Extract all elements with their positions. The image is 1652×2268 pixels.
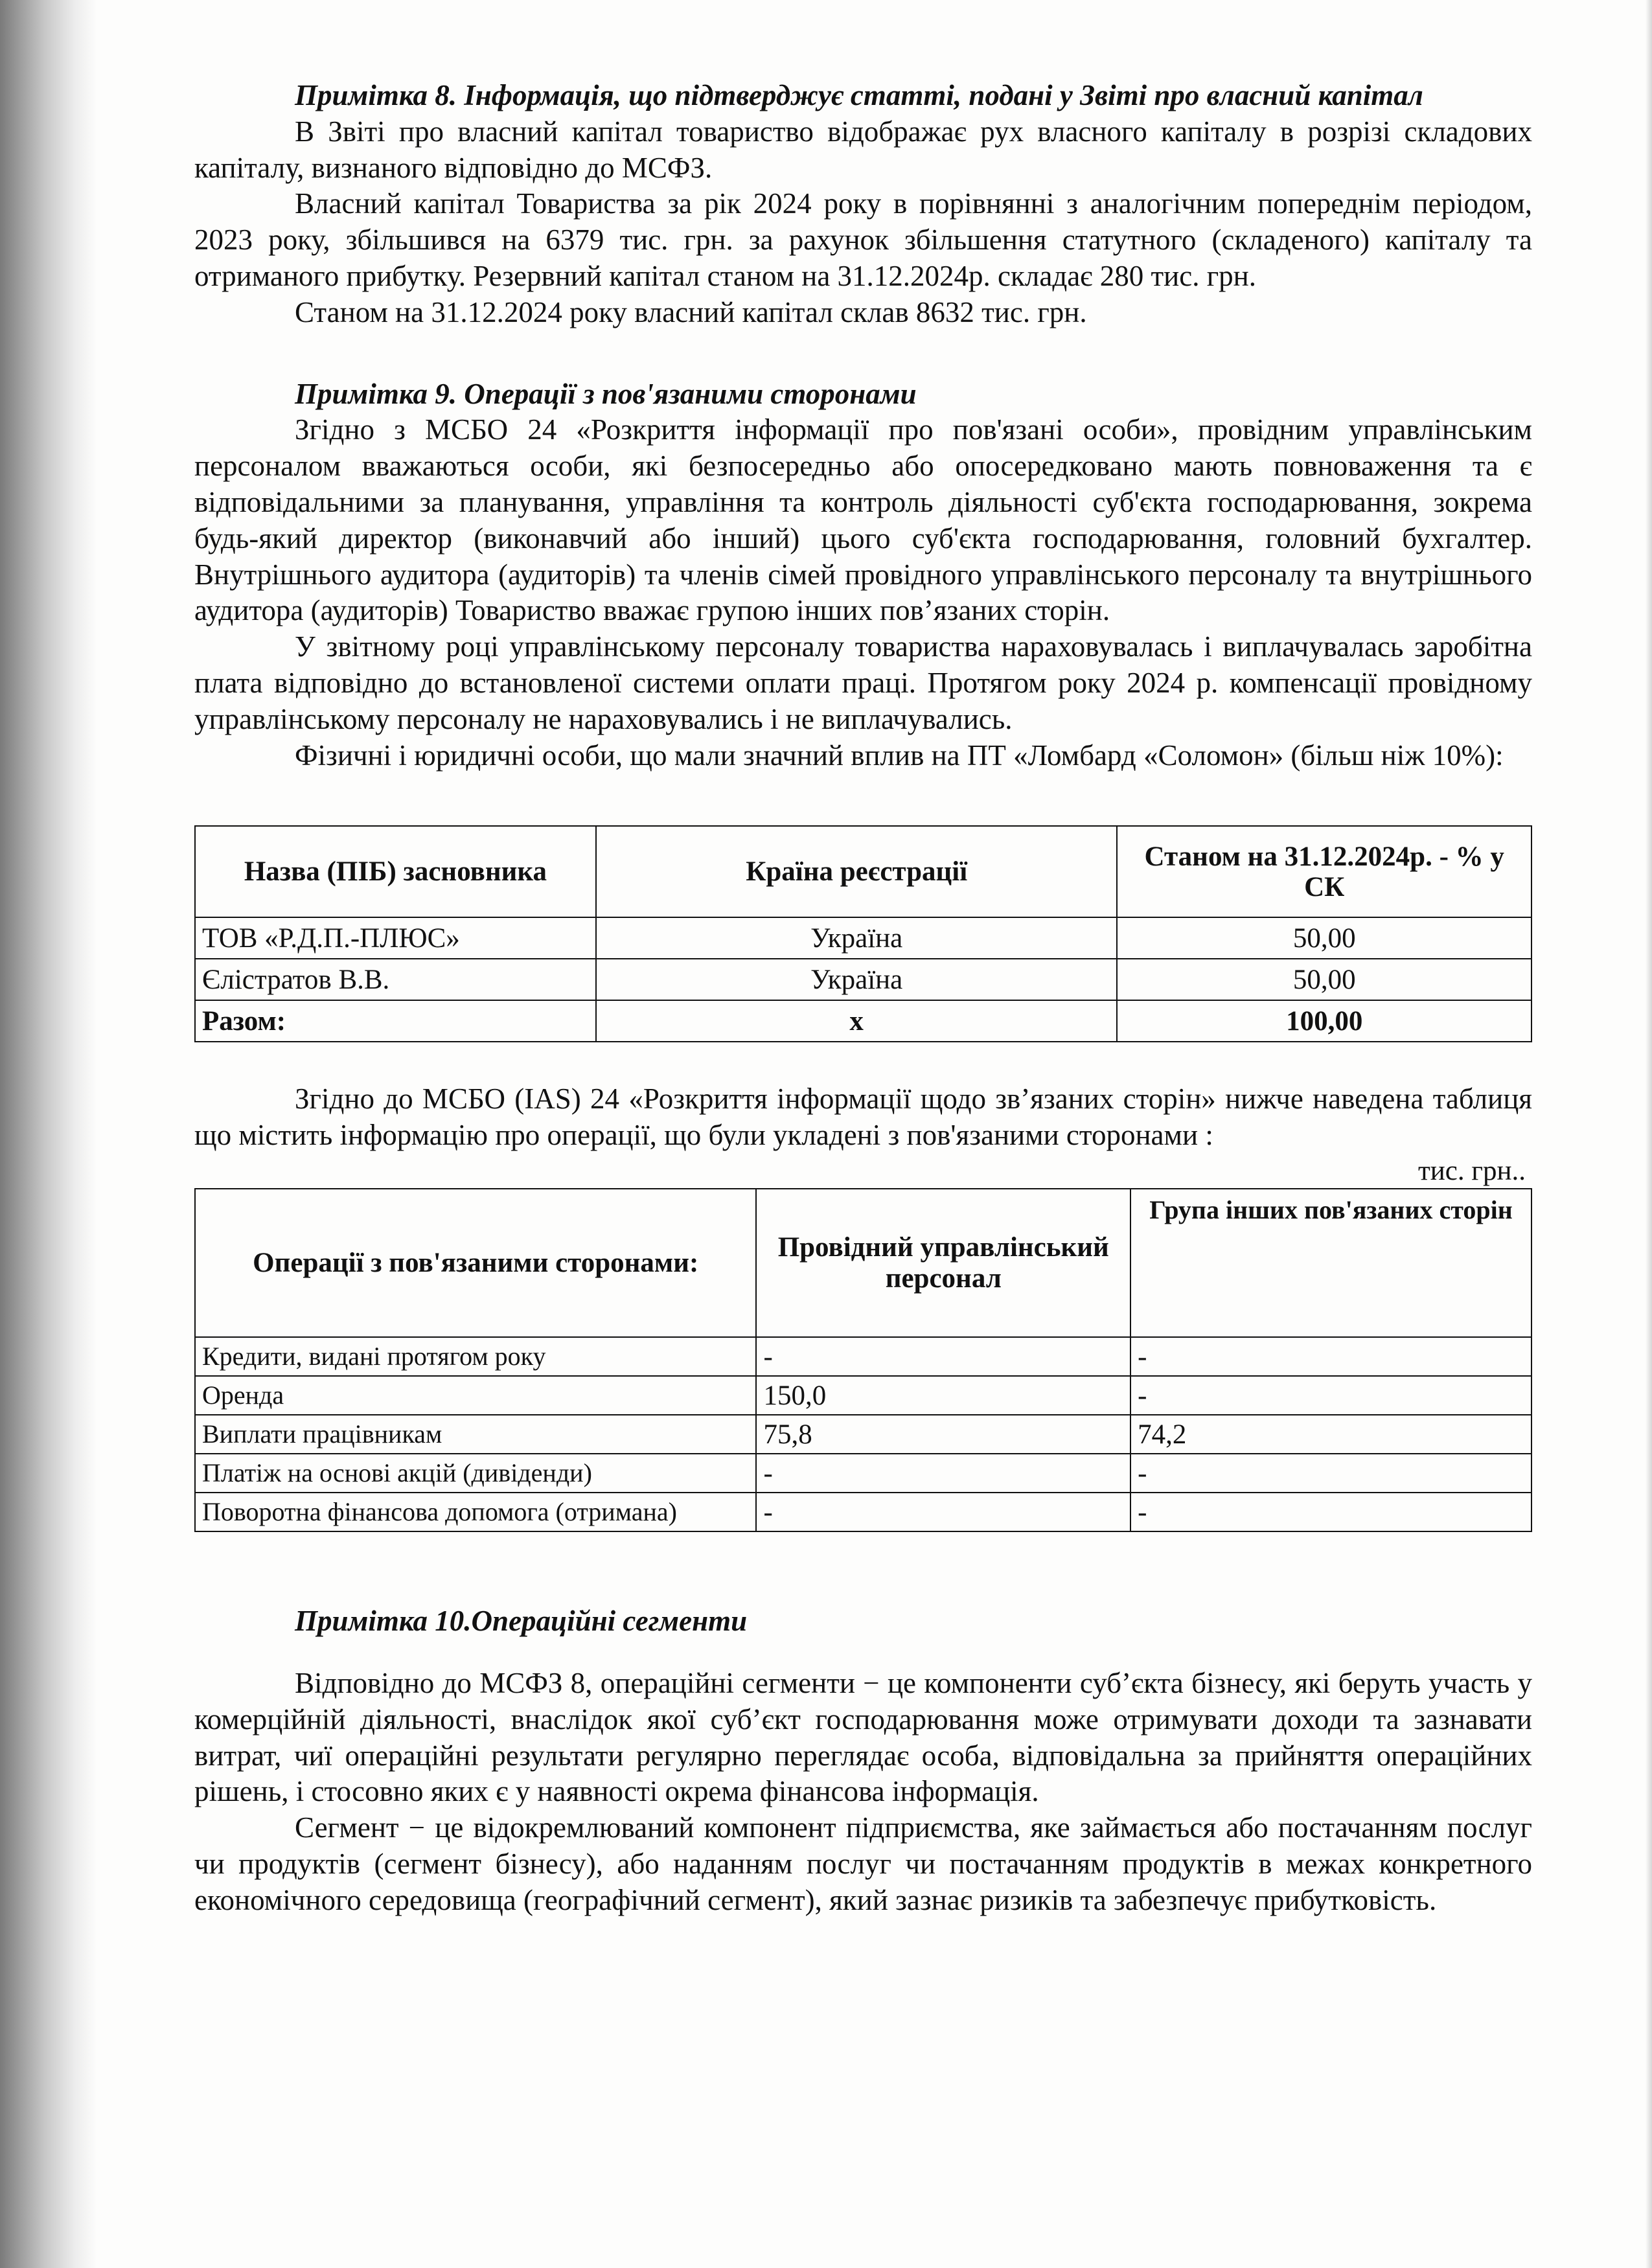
ops-other-parties-value: - <box>1130 1376 1532 1415</box>
document-page <box>194 78 1532 1919</box>
spacer <box>194 331 1532 376</box>
operations-table <box>194 1188 1532 1532</box>
ops-other-parties-value: - <box>1130 1493 1532 1531</box>
ops-header-other-parties: Група інших пов'язаних сторін <box>1130 1189 1532 1337</box>
ops-key-personnel-value: 75,8 <box>756 1415 1130 1454</box>
note10-heading <box>194 1603 1532 1640</box>
spacer <box>194 1640 1532 1666</box>
owner-name: Єлістратов В.В. <box>195 959 596 1000</box>
operations-table-header-row <box>195 1189 1532 1337</box>
ops-label: Оренда <box>195 1376 756 1415</box>
note8-paragraph-2: Власний капітал Товариства за рік 2024 року в порівнянні з аналогічним попереднім періодом, 2023 року, збільшився на 6379 тис. грн. за рахунок збільшення статутного (складеного) капіталу та отриманого прибутку. Резервний капітал станом на 31.12.2024р. складає 280 тис. грн. <box>194 187 1532 292</box>
note9-heading <box>194 376 1532 413</box>
note8-heading <box>194 78 1532 114</box>
scan-shadow-right <box>1646 0 1652 2268</box>
ops-key-personnel-value: 150,0 <box>756 1376 1130 1415</box>
ops-key-personnel-value: - <box>756 1454 1130 1493</box>
owners-header-country: Країна реєстрації <box>596 826 1118 917</box>
table-row <box>195 1415 1532 1454</box>
note8-heading-text: Примітка 8. Інформація, що підтверджує статті, подані у Звіті про власний капітал <box>295 79 1423 111</box>
note9-paragraph-2: У звітному році управлінському персоналу товариства нараховувалась і виплачувалась заробітна плата відповідно до встановленої системи оплати праці. Протягом року 2024 р. компенсації провідному управлінському персоналу не нараховувались і не виплачувались. <box>194 630 1532 735</box>
owner-country: Україна <box>596 959 1118 1000</box>
note10-paragraph-1: Відповідно до МСФЗ 8, операційні сегменти − це компоненти суб’єкта бізнесу, які беруть участь у комерційній діяльності, внаслідок якої суб’єкт господарювання може отримувати доходи та зазнавати витрат, чиї операційні результати регулярно переглядає особа, відповідальна за прийняття операційних рішень, і стосовно яких є у наявності окрема фінансова інформація. <box>194 1667 1532 1808</box>
owner-share: 50,00 <box>1117 917 1532 959</box>
ops-label: Поворотна фінансова допомога (отримана) <box>195 1493 756 1531</box>
spacer <box>194 1577 1532 1603</box>
owner-country: Україна <box>596 917 1118 959</box>
owners-total-row <box>195 1000 1532 1042</box>
units-label: тис. грн.. <box>1417 1155 1526 1186</box>
table-row <box>195 1454 1532 1493</box>
ops-label: Платіж на основі акцій (дивіденди) <box>195 1454 756 1493</box>
note9-paragraph-4: Згідно до МСБО (IAS) 24 «Розкриття інформації щодо зв’язаних сторін» нижче наведена таблиця що містить інформацію про операції, що були укладені з пов'язаними сторонами : <box>194 1082 1532 1152</box>
table-row <box>195 917 1532 959</box>
owners-header-share: Станом на 31.12.2024р. - % у СК <box>1117 826 1532 917</box>
note8-paragraph-1: В Звіті про власний капітал товариство відображає рух власного капіталу в розрізі складових капіталу, визнаного відповідно до МСФЗ. <box>194 115 1532 184</box>
owner-share: 50,00 <box>1117 959 1532 1000</box>
note8-paragraph-3: Станом на 31.12.2024 року власний капітал склав 8632 тис. грн. <box>295 295 1087 328</box>
note9-heading-text: Примітка 9. Операції з пов'язаними сторонами <box>295 377 917 410</box>
table-row <box>195 1337 1532 1376</box>
owner-name: ТОВ «Р.Д.П.-ПЛЮС» <box>195 917 596 959</box>
ops-label: Кредити, видані протягом року <box>195 1337 756 1376</box>
ops-key-personnel-value: - <box>756 1493 1130 1531</box>
table-row <box>195 959 1532 1000</box>
table-row <box>195 1376 1532 1415</box>
scan-shadow-edge <box>0 0 97 2268</box>
ops-header-operations: Операції з пов'язаними сторонами: <box>195 1189 756 1337</box>
owners-table-header-row <box>195 826 1532 917</box>
owners-table <box>194 825 1532 1042</box>
total-label: Разом: <box>195 1000 596 1042</box>
spacer <box>194 1532 1532 1577</box>
note9-paragraph-3: Фізичні і юридичні особи, що мали значний вплив на ПТ «Ломбард «Соломон» (більш ніж 10%): <box>295 739 1504 772</box>
ops-key-personnel-value: - <box>756 1337 1130 1376</box>
ops-other-parties-value: 74,2 <box>1130 1415 1532 1454</box>
ops-header-key-personnel: Провідний управлінський персонал <box>756 1189 1130 1337</box>
ops-other-parties-value: - <box>1130 1454 1532 1493</box>
ops-other-parties-value: - <box>1130 1337 1532 1376</box>
total-share: 100,00 <box>1117 1000 1532 1042</box>
note10-heading-text: Примітка 10.Операційні сегменти <box>295 1605 748 1638</box>
ops-label: Виплати працівникам <box>195 1415 756 1454</box>
owners-header-name: Назва (ПІБ) засновника <box>195 826 596 917</box>
note9-paragraph-1: Згідно з МСБО 24 «Розкриття інформації про пов'язані особи», провідним управлінським персоналом вважаються особи, які безпосередньо або опосередковано мають повноваження та є відповідальними за планування, управління та контроль діяльності суб'єкта господарювання, зокрема будь-який директор (виконавчий або інший) цього суб'єкта господарювання, головний бухгалтер. Внутрішнього аудитора (аудиторів) та членів сімей провідного управлінського персоналу та внутрішнього аудитора (аудиторів) Товариство вважає групою інших пов’язаних сторін. <box>194 413 1532 627</box>
table-row <box>195 1493 1532 1531</box>
total-country: х <box>596 1000 1118 1042</box>
note10-paragraph-2: Сегмент − це відокремлюваний компонент підприємства, яке займається або постачанням послуг чи продуктів (сегмент бізнесу), або наданням послуг чи постачанням продуктів в межах конкретного економічного середовища (географічний сегмент), який зазнає ризиків та забезпечує прибутковість. <box>194 1811 1532 1916</box>
